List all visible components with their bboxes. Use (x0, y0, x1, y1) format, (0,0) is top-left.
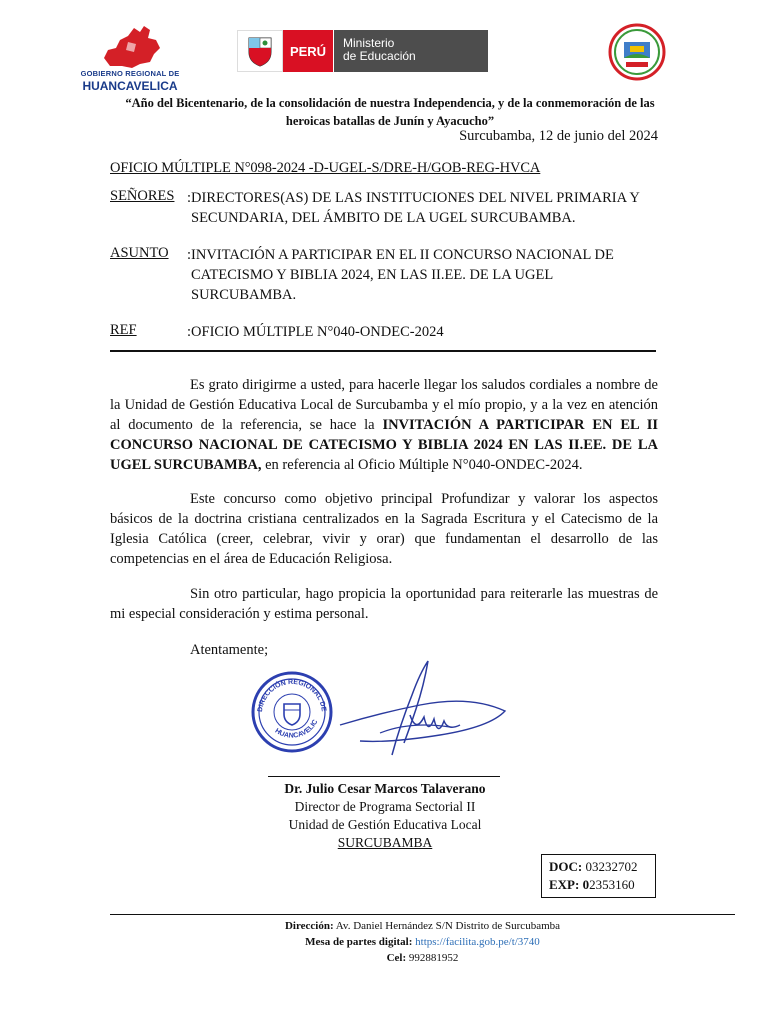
footer-mesa-link[interactable]: https://facilita.gob.pe/t/3740 (415, 936, 540, 948)
exp-value: 2353160 (589, 877, 635, 892)
footer-mesa-label: Mesa de partes digital: (305, 936, 413, 948)
asunto-line3: SURCUBAMBA. (191, 287, 297, 303)
footer-cel-value: 992881952 (408, 952, 459, 964)
ref-label: REF (110, 322, 137, 338)
closing-text: Atentamente; (190, 642, 269, 658)
svg-text:DIRECCIÓN REGIONAL DE EDUCACIÓ (250, 670, 327, 714)
doc-label: DOC: (549, 859, 583, 874)
signer-unit: Unidad de Gestión Educativa Local (288, 817, 482, 832)
ugel-logo (608, 22, 666, 82)
doc-value: 03232702 (585, 859, 638, 874)
signer-block (230, 780, 540, 852)
senores-line1: :DIRECTORES(AS) DE LAS INSTITUCIONES DEL NIVEL PRIMARIA Y (187, 190, 640, 206)
peru-label: PERÚ (283, 30, 333, 72)
p1-text-b: en referencia al Oficio Múltiple N°040-ONDEC-2024. (261, 457, 583, 473)
signature-line (268, 776, 500, 777)
asunto-line1: :INVITACIÓN A PARTICIPAR EN EL II CONCURSO NACIONAL DE (187, 247, 614, 263)
signer-role: Director de Programa Sectorial II (294, 799, 476, 814)
ministerio-line2: de Educación (343, 49, 416, 63)
exp-label: EXP: 0 (549, 877, 590, 892)
year-motto: “Año del Bicentenario, de la consolidación de nuestra Independencia, y de la conmemoración de las heroicas batallas de Junín y Ayacucho” (125, 96, 655, 128)
p1-text-a: Es grato dirigirme a usted, para hacerle llegar los saludos cordiales a nombre de la Unidad de Gestión Educativa Local de Surcubamba y el mío propio, y a la vez en atención al documento de la referencia, se hace la (110, 377, 658, 433)
senores-text (187, 188, 657, 228)
peru-coat-of-arms-icon (237, 30, 283, 72)
seal-text-bottom: HUANCAVELIC (273, 718, 320, 740)
p3-text: Sin otro particular, hago propicia la oportunidad para reiterarle las muestras de mi especial consideración y estima personal. (110, 586, 658, 622)
minedu-logo (237, 30, 488, 72)
header-divider (110, 350, 656, 352)
footer-address-value: Av. Daniel Hernández S/N Distrito de Surcubamba (335, 920, 561, 932)
gore-logo-line1: GOBIERNO REGIONAL DE (80, 69, 180, 78)
signer-name: Dr. Julio Cesar Marcos Talaverano (284, 781, 486, 796)
footer-divider (110, 914, 735, 915)
oficio-title: OFICIO MÚLTIPLE N°098-2024 -D-UGEL-S/DRE-H/GOB-REG-HVCA (110, 160, 541, 176)
body-paragraph-3 (110, 584, 658, 624)
handwritten-signature (320, 655, 510, 765)
senores-label: SEÑORES (110, 188, 175, 204)
huancavelica-map-icon (70, 22, 190, 72)
body-paragraph-2 (110, 489, 658, 569)
footer-cel-label: Cel: (386, 952, 407, 964)
seal-text-top: DIRECCIÓN REGIONAL DE (257, 678, 327, 713)
senores-line2: SECUNDARIA, DEL ÁMBITO DE LA UGEL SURCUBAMBA. (191, 210, 576, 226)
ministerio-label (333, 30, 488, 72)
document-date: Surcubamba, 12 de junio del 2024 (459, 128, 658, 144)
ref-text: :OFICIO MÚLTIPLE N°040-ONDEC-2024 (187, 324, 444, 340)
p1-text-bold: INVITACIÓN A PARTICIPAR EN EL II CONCURSO NACIONAL DE CATECISMO Y BIBLIA 2024 EN LAS II.EE. DE LA UGEL SURCUBAMBA, (110, 417, 659, 473)
body-paragraph-1 (110, 375, 658, 475)
footer (110, 918, 735, 966)
footer-address-label: Dirección: (284, 920, 334, 932)
signer-place: SURCUBAMBA (337, 835, 433, 850)
asunto-line2: CATECISMO Y BIBLIA 2024, EN LAS II.EE. DE LA UGEL (191, 267, 554, 283)
asunto-text (187, 245, 657, 305)
asunto-label: ASUNTO (110, 245, 169, 261)
doc-exp-box (541, 854, 656, 898)
ministerio-line1: Ministerio (343, 36, 395, 50)
p2-text: Este concurso como objetivo principal Profundizar y valorar los aspectos básicos de la doctrina cristiana centralizados en la Sagrada Escritura y el Catecismo de la Iglesia Católica (creer, celebrar, vivir y orar) que fundamentan el desarrollo de las competencias en el área de Educación Religiosa. (110, 491, 658, 567)
gobierno-regional-logo (70, 22, 190, 93)
gore-logo-line2: HUANCAVELICA (82, 79, 178, 93)
